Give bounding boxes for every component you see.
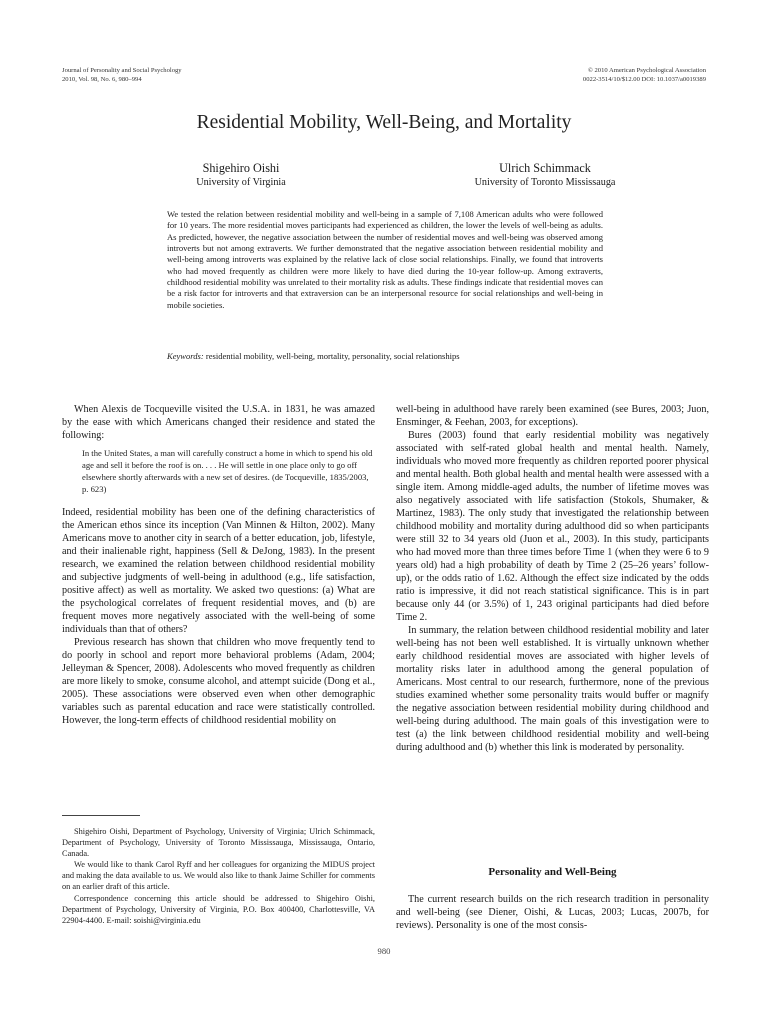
author-block-2	[420, 160, 670, 189]
right-column	[396, 403, 709, 754]
page-number: 980	[377, 946, 391, 956]
footnote-divider	[62, 815, 140, 816]
journal-volume: 2010, Vol. 98, No. 6, 980–994	[62, 76, 142, 83]
right-paragraph-2: Bures (2003) found that early residential mobility was negatively associated with self-rated global health and mental health. Namely, individuals who moved more frequently as children reported poorer physical and mental health. Both global health and mental health were assessed with a single item. Among middle-aged adults, the number of lifetime moves was also negatively associated with life satisfaction (Stokols, Shumaker, & Martinez, 1983). The only study that investigated the relationship between childhood mobility and mortality during adulthood did so when participants were still 32 to 34 years old (Juon et al., 2003). In this study, participants who had moved more than three times before Time 1 (when they were 6 to 9 years old) had a high probability of death by Time 2 (25–26 years’ follow-up), or the odds ratio of 1.62. Although the effect size indicated by the odds ratio is impressive, it did not reach statistical significance. This is in part because only 44 (or 3.5%) of 1, 243 original participants had died before Time 2.	[396, 430, 709, 623]
section-heading: Personality and Well-Being	[488, 866, 617, 878]
left-column	[62, 403, 375, 727]
right-paragraph-1: well-being in adulthood have rarely been examined (see Bures, 2003; Juon, Ensminger, & Feehan, 2003, for exceptions).	[396, 404, 709, 428]
tocqueville-quote: In the United States, a man will carefully construct a home in which to spend his old age and sell it before the roof is on. . . . He will settle in one place only to go off elsewhere shortly afterwards with a new set of desires. (de Tocqueville, 1835/2003, p. 623)	[82, 448, 373, 494]
right-paragraph-3: In summary, the relation between childhood residential mobility and later well-being has not been well established. It is virtually unknown whether early childhood residential moves are associated with higher levels of mortality risks later in adulthood among the general population of Americans. Most central to our research, furthermore, none of the previous studies examined whether some personality traits would buffer or magnify the negative association between residential mobility during childhood and well-being during adulthood. The main goals of this investigation were to test (a) the link between childhood residential mobility and well-being during adulthood and (b) whether this link is moderated by personality.	[396, 625, 709, 753]
copyright-header	[583, 66, 706, 84]
keywords-text: residential mobility, well-being, mortality, personality, social relationships	[205, 351, 460, 361]
right-column-continued	[396, 893, 709, 932]
author-block-1	[136, 160, 346, 189]
journal-header	[62, 66, 182, 84]
left-paragraph-1: When Alexis de Tocqueville visited the U.S.A. in 1831, he was amazed by the ease with which Americans changed their residence and stated the following:	[62, 404, 375, 441]
keywords-label: Keywords:	[167, 351, 204, 361]
journal-name: Journal of Personality and Social Psychology	[62, 67, 182, 74]
doi-line: 0022-3514/10/$12.00 DOI: 10.1037/a0019389	[582, 76, 706, 83]
author-notes	[62, 826, 375, 926]
author-name: Ulrich Schimmack	[499, 161, 591, 175]
copyright-line: © 2010 American Psychological Association	[587, 67, 706, 74]
author-note-acknowledgments: We would like to thank Carol Ryff and her colleagues for organizing the MIDUS project and making the data available to us. We would also like to thank Jaime Schiller for comments on an earlier draft of this article.	[62, 860, 375, 892]
article-title: Residential Mobility, Well-Being, and Mortality	[196, 112, 572, 133]
keywords	[167, 351, 603, 362]
abstract: We tested the relation between residential mobility and well-being in a sample of 7,108 American adults who were followed for 10 years. The more residential moves participants had experienced as children, the lower the levels of well-being as adults. As predicted, however, the negative association between the number of residential moves and well-being was observed among introverts but not among extraverts. We further demonstrated that the negative association between residential mobility and well-being among introverts was explained by the relative lack of close social relationships. Finally, we found that introverts who had moved frequently as children were more likely to have died during the 10-year follow-up. Among extraverts, childhood residential mobility was unrelated to their mortality risk as adults. These findings indicate that residential moves can be a risk factor for introverts and that extraversion can be an interpersonal resource for social relationships and well-being in mobile societies.	[167, 209, 603, 310]
right-paragraph-4: The current research builds on the rich research tradition in personality and well-being (see Diener, Oishi, & Lucas, 2003; Lucas, 2007b, for reviews). Personality is one of the most consis-	[396, 894, 709, 931]
author-note-correspondence: Correspondence concerning this article should be addressed to Shigehiro Oishi, Department of Psychology, University of Virginia, P.O. Box 400400, Charlottesville, VA 22904-4400. E-mail: soishi@virginia.edu	[62, 893, 375, 925]
author-affiliation: University of Virginia	[196, 177, 286, 188]
author-note-affiliations: Shigehiro Oishi, Department of Psychology, University of Virginia; Ulrich Schimmack, Department of Psychology, University of Toronto Mississauga, Mississauga, Ontario, Canada.	[62, 827, 375, 859]
left-paragraph-2: Indeed, residential mobility has been one of the defining characteristics of the American ethos since its inception (Van Minnen & Hilton, 2002). Many Americans move to another city in search of a better education, job, lifestyle, and their inalienable right, happiness (Sell & DeJong, 1983). In the present research, we examined the relation between childhood residential mobility and subjective judgments of well-being in adulthood (e.g., life satisfaction, positive affect) as well as mortality. We asked two questions: (a) What are the psychological correlates of frequent residential moves, and (b) are frequent moves more negatively associated with the well-being of some individuals than that of others?	[62, 506, 375, 635]
left-paragraph-3: Previous research has shown that children who move frequently tend to do poorly in school and report more behavioral problems (Adam, 2004; Jelleyman & Spencer, 2008). Adolescents who moved frequently as children are more likely to smoke, consume alcohol, and attempt suicide (Dong et al., 2005). These associations were observed even when other demographic variables such as parental education and race were statistically controlled. However, the long-term effects of childhood residential mobility on	[62, 636, 375, 726]
author-name: Shigehiro Oishi	[202, 161, 280, 175]
author-affiliation: University of Toronto Mississauga	[474, 177, 616, 188]
